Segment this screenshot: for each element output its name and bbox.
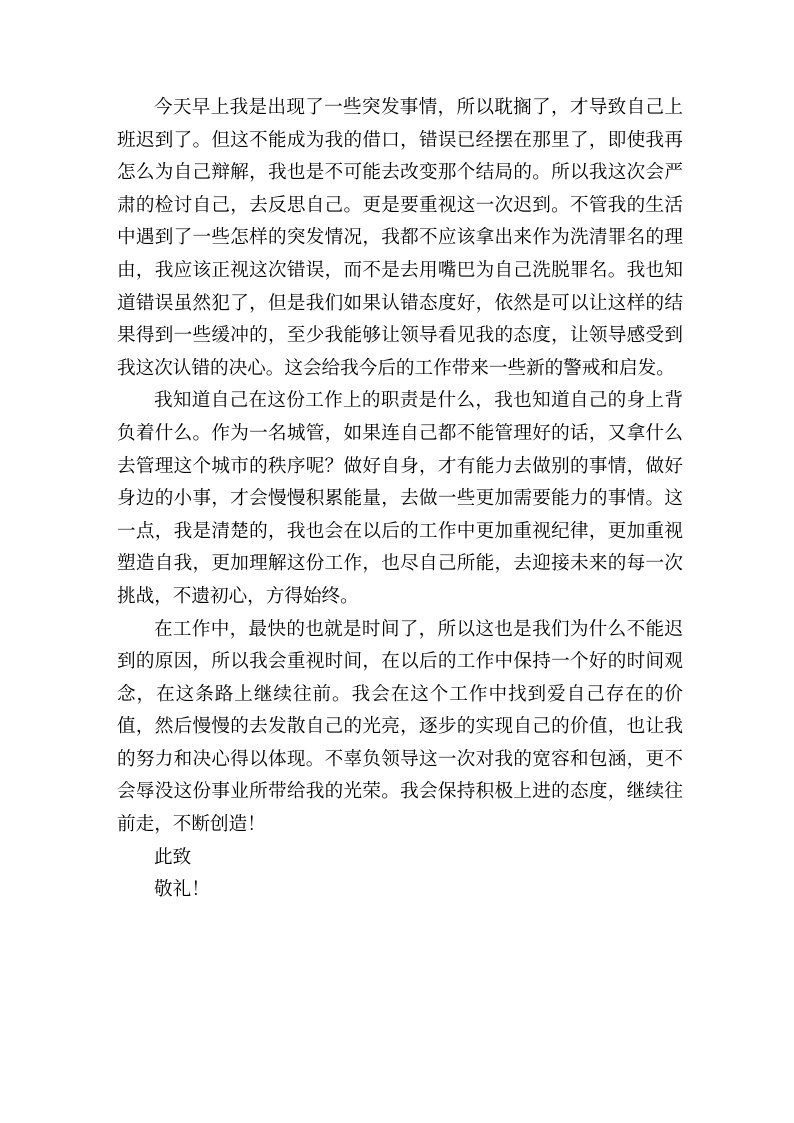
paragraph-3: 在工作中，最快的也就是时间了，所以这也是我们为什么不能迟到的原因，所以我会重视时间，在以后的工作中保持一个好的时间观念，在这条路上继续往前。我会在这个工作中找到爱自己存在的价值，然后慢慢的去发散自己的光亮，逐步的实现自己的价值，也让我的努力和决心得以体现。不辜负领导这一次对我的宽容和包涵，更不会辱没这份事业所带给我的光荣。我会保持积极上进的态度，继续往前走，不断创造！ (117, 618, 683, 836)
closing-salutation: 此致 (154, 846, 192, 868)
letter-body (117, 92, 683, 907)
paragraph-2: 我知道自己在这份工作上的职责是什么，我也知道自己的身上背负着什么。作为一名城管，如果连自己都不能管理好的话，又拿什么去管理这个城市的秩序呢？做好自身，才有能力去做别的事情，做好身边的小事，才会慢慢积累能量，去做一些更加需要能力的事情。这一点，我是清楚的，我也会在以后的工作中更加重视纪律，更加重视塑造自我，更加理解这份工作，也尽自己所能，去迎接未来的每一次挑战，不遗初心，方得始终。 (117, 390, 683, 607)
closing-respects: 敬礼！ (154, 879, 210, 901)
paragraph-1: 今天早上我是出现了一些突发事情，所以耽搁了，才导致自己上班迟到了。但这不能成为我的借口，错误已经摆在那里了，即使我再怎么为自己辩解，我也是不可能去改变那个结局的。所以我这次会严肃的检讨自己，去反思自己。更是要重视这一次迟到。不管我的生活中遇到了一些怎样的突发情况，我都不应该拿出来作为洗清罪名的理由，我应该正视这次错误，而不是去用嘴巴为自己洗脱罪名。我也知道错误虽然犯了，但是我们如果认错态度好，依然是可以让这样的结果得到一些缓冲的，至少我能够让领导看见我的态度，让领导感受到我这次认错的决心。这会给我今后的工作带来一些新的警戒和启发。 (117, 97, 683, 379)
